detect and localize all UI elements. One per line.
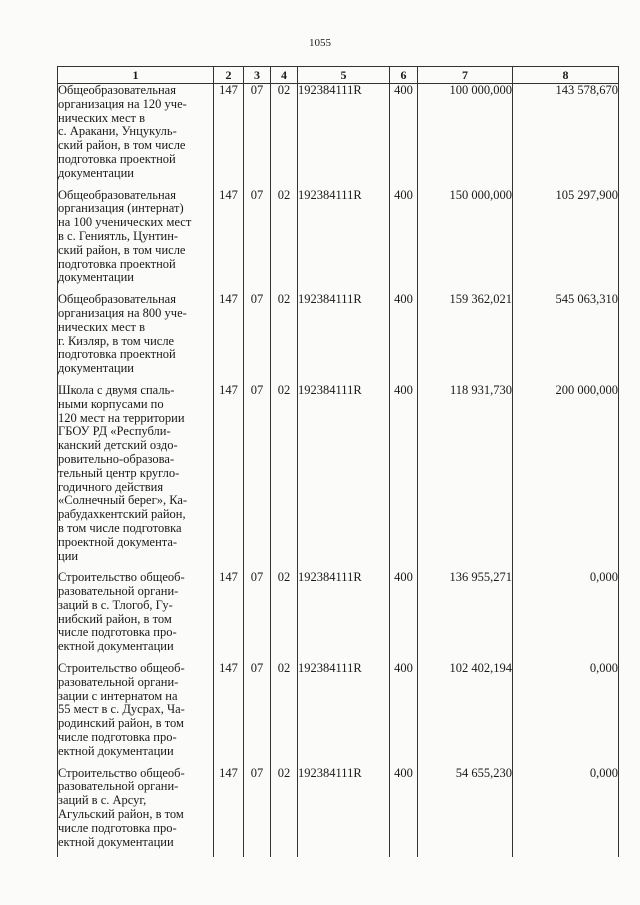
row-name-cell xyxy=(58,571,214,662)
col6-cell: 400 xyxy=(390,84,418,189)
row-name: Общеобразовательная организация на 120 уче- нических мест в с. Аракани, Унцукуль- ский район, в том числе подготовка проектной документации xyxy=(58,83,187,180)
col5-cell: 192384111R xyxy=(298,84,390,189)
col7-cell: 159 362,021 xyxy=(418,293,513,384)
col8-cell: 143 578,670 xyxy=(513,84,619,189)
col-header-3: 3 xyxy=(244,67,271,84)
table-row xyxy=(58,662,619,767)
col4-cell: 02 xyxy=(271,189,298,294)
col6-cell: 400 xyxy=(390,384,418,571)
col2-cell: 147 xyxy=(214,662,244,767)
col-header-4: 4 xyxy=(271,67,298,84)
col6-cell: 400 xyxy=(390,189,418,294)
col6-cell: 400 xyxy=(390,571,418,662)
col-header-1: 1 xyxy=(58,67,214,84)
col8-cell: 105 297,900 xyxy=(513,189,619,294)
col5-cell: 192384111R xyxy=(298,571,390,662)
col7-cell: 54 655,230 xyxy=(418,767,513,858)
col-header-2: 2 xyxy=(214,67,244,84)
table-row xyxy=(58,84,619,189)
row-name-cell xyxy=(58,293,214,384)
col2-cell: 147 xyxy=(214,384,244,571)
col-header-6: 6 xyxy=(390,67,418,84)
page-number: 1055 xyxy=(309,37,331,49)
col3-cell: 07 xyxy=(244,767,271,858)
col2-cell: 147 xyxy=(214,293,244,384)
col7-cell: 150 000,000 xyxy=(418,189,513,294)
col7-cell: 102 402,194 xyxy=(418,662,513,767)
row-name: Строительство общеоб- разовательной органи- заций в с. Арсуг, Агульский район, в том числе подготовка про- ектной документации xyxy=(58,765,185,849)
col8-cell: 0,000 xyxy=(513,571,619,662)
col5-cell: 192384111R xyxy=(298,293,390,384)
row-name-cell xyxy=(58,662,214,767)
col5-cell: 192384111R xyxy=(298,189,390,294)
col-header-8: 8 xyxy=(513,67,619,84)
col3-cell: 07 xyxy=(244,571,271,662)
col8-cell: 0,000 xyxy=(513,662,619,767)
col6-cell: 400 xyxy=(390,767,418,858)
col8-cell: 200 000,000 xyxy=(513,384,619,571)
row-name: Строительство общеоб- разовательной органи- заций в с. Тлогоб, Гу- нибский район, в том числе подготовка про- ектной документации xyxy=(58,570,185,654)
row-name: Общеобразовательная организация (интернат) на 100 ученических мест в с. Гениятль, Цунтин- ский район, в том числе подготовка проектной документации xyxy=(58,187,192,285)
col4-cell: 02 xyxy=(271,384,298,571)
col3-cell: 07 xyxy=(244,293,271,384)
col5-cell: 192384111R xyxy=(298,767,390,858)
col2-cell: 147 xyxy=(214,571,244,662)
col4-cell: 02 xyxy=(271,293,298,384)
col-header-7: 7 xyxy=(418,67,513,84)
col3-cell: 07 xyxy=(244,384,271,571)
table-row xyxy=(58,384,619,571)
header-row xyxy=(58,67,619,84)
col4-cell: 02 xyxy=(271,662,298,767)
col2-cell: 147 xyxy=(214,84,244,189)
col6-cell: 400 xyxy=(390,293,418,384)
col3-cell: 07 xyxy=(244,84,271,189)
table-row xyxy=(58,767,619,858)
row-name-cell xyxy=(58,189,214,294)
col6-cell: 400 xyxy=(390,662,418,767)
col3-cell: 07 xyxy=(244,662,271,767)
table-row xyxy=(58,189,619,294)
col8-cell: 545 063,310 xyxy=(513,293,619,384)
row-name-cell xyxy=(58,384,214,571)
table-row xyxy=(58,571,619,662)
row-name-cell xyxy=(58,767,214,858)
col7-cell: 100 000,000 xyxy=(418,84,513,189)
row-name: Строительство общеоб- разовательной органи- зации с интернатом на 55 мест в с. Дусрах, Ча- родинский район, в том числе подготовка про- ектной документации xyxy=(58,661,185,758)
col4-cell: 02 xyxy=(271,571,298,662)
col4-cell: 02 xyxy=(271,767,298,858)
col2-cell: 147 xyxy=(214,767,244,858)
col7-cell: 136 955,271 xyxy=(418,571,513,662)
col4-cell: 02 xyxy=(271,84,298,189)
col5-cell: 192384111R xyxy=(298,384,390,571)
row-name: Школа с двумя спаль- ными корпусами по 120 мест на территории ГБОУ РД «Республи- канский детский оздо- ровительно-образова- тельный центр кругло- годичного действия «Солнечный берег», Ка- рабудахкентский район, в том числе подготовка проектной документа- ции xyxy=(58,382,188,563)
row-name-cell xyxy=(58,84,214,189)
row-name: Общеобразовательная организация на 800 уче- нических мест в г. Кизляр, в том числе подготовка проектной документации xyxy=(58,292,187,376)
col2-cell: 147 xyxy=(214,189,244,294)
col3-cell: 07 xyxy=(244,189,271,294)
col7-cell: 118 931,730 xyxy=(418,384,513,571)
budget-table xyxy=(57,66,619,857)
table-row xyxy=(58,293,619,384)
col-header-5: 5 xyxy=(298,67,390,84)
col8-cell: 0,000 xyxy=(513,767,619,858)
col5-cell: 192384111R xyxy=(298,662,390,767)
